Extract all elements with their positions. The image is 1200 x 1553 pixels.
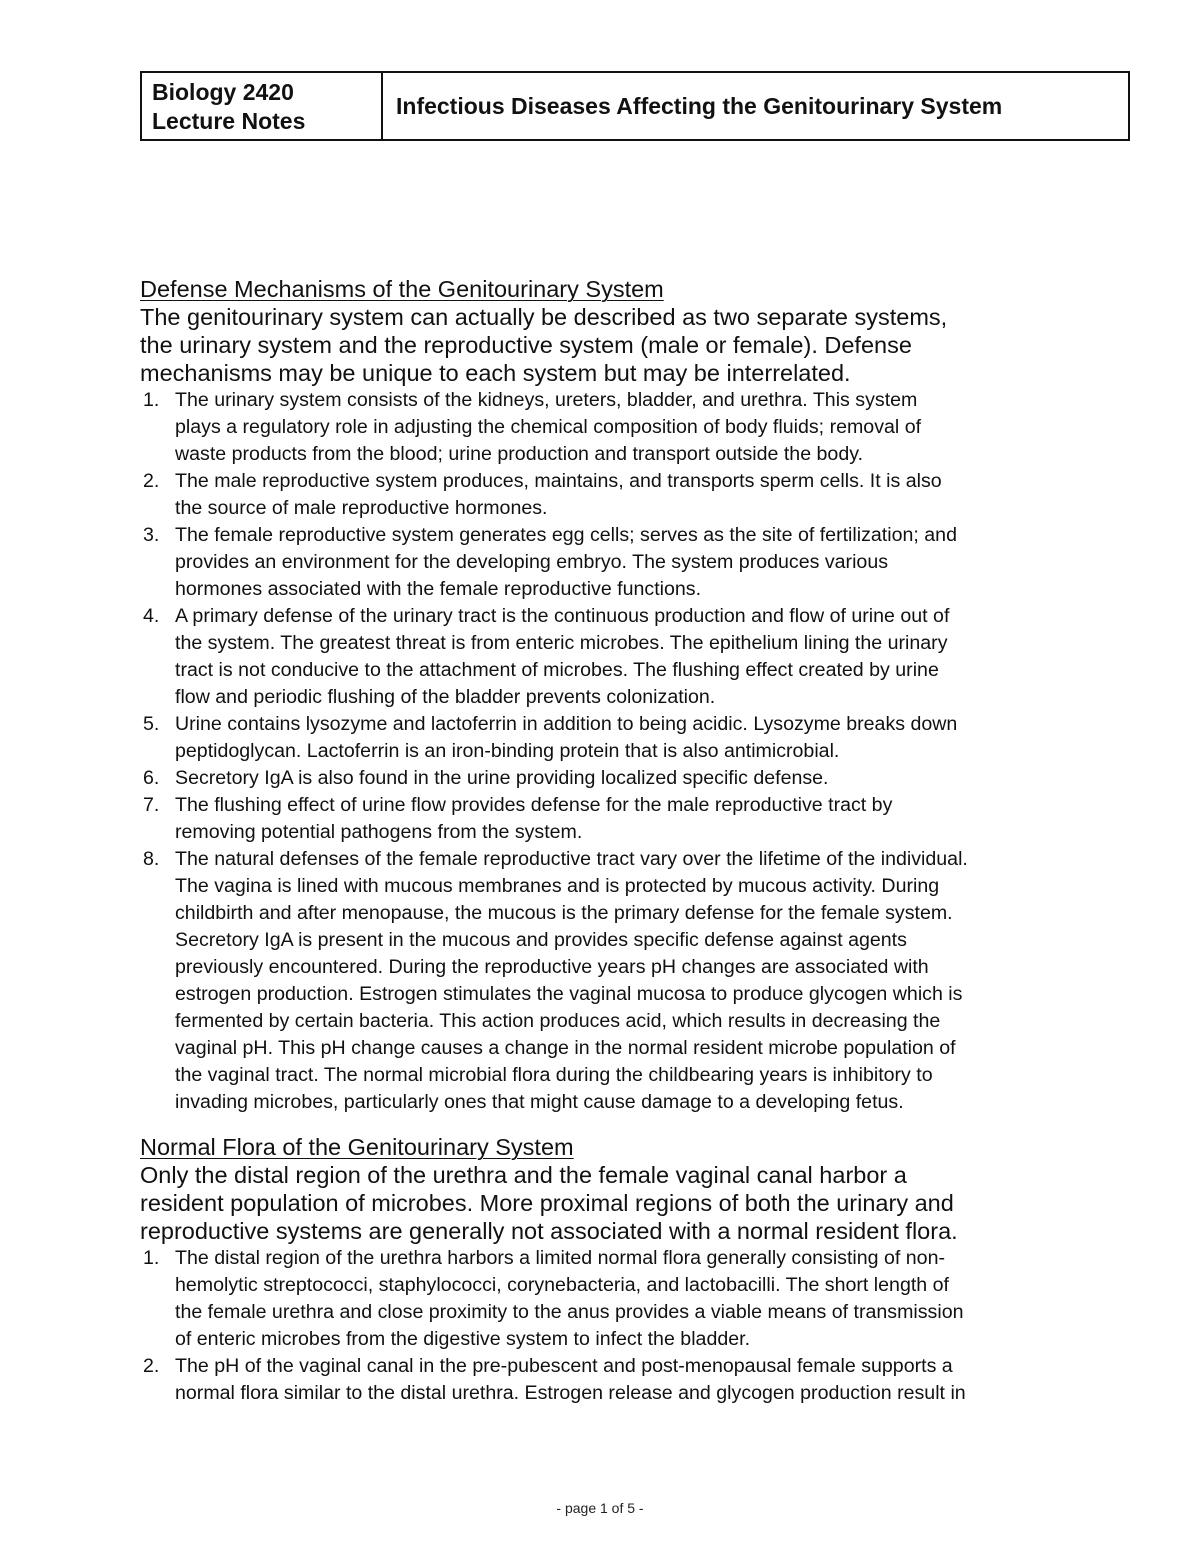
course-name: Biology 2420 [152, 79, 294, 105]
list-item [140, 387, 1132, 468]
list-line: The urinary system consists of the kidneys, ureters, bladder, and urethra. This system [175, 389, 918, 411]
list-item [140, 711, 1132, 765]
section-title-defense: Defense Mechanisms of the Genitourinary System [140, 276, 664, 302]
list-line: The vagina is lined with mucous membranes and is protected by mucous activity. During [175, 875, 940, 897]
defense-list [140, 387, 1132, 1116]
list-number: 6. [143, 767, 160, 789]
list-line: Secretory IgA is present in the mucous and provides specific defense against agents [175, 929, 907, 951]
list-number: 1. [143, 389, 160, 411]
list-line: invading microbes, particularly ones that might cause damage to a developing fetus. [175, 1091, 904, 1113]
list-number: 4. [143, 605, 160, 627]
list-number: 2. [143, 1355, 160, 1377]
list-line: A primary defense of the urinary tract is the continuous production and flow of urine out of [175, 605, 950, 627]
list-line: The male reproductive system produces, maintains, and transports sperm cells. It is also [175, 470, 942, 492]
list-line: previously encountered. During the reproductive years pH changes are associated with [175, 956, 929, 978]
list-line: flow and periodic flushing of the bladder prevents colonization. [175, 686, 716, 708]
course-subtitle: Lecture Notes [152, 108, 306, 134]
list-line: plays a regulatory role in adjusting the chemical composition of body fluids; removal of [175, 416, 922, 438]
list-item [140, 1353, 1132, 1407]
list-line: The pH of the vaginal canal in the pre-pubescent and post-menopausal female supports a [175, 1355, 953, 1377]
list-item [140, 522, 1132, 603]
list-line: the female urethra and close proximity to the anus provides a viable means of transmission [175, 1301, 964, 1323]
list-line: vaginal pH. This pH change causes a change in the normal resident microbe population of [175, 1037, 956, 1059]
header-box [140, 71, 1130, 141]
list-line: The natural defenses of the female reproductive tract vary over the lifetime of the individual. [175, 848, 968, 870]
list-number: 2. [143, 470, 160, 492]
list-line: the system. The greatest threat is from enteric microbes. The epithelium lining the urinary [175, 632, 948, 654]
list-line: tract is not conducive to the attachment of microbes. The flushing effect created by urine [175, 659, 939, 681]
section-intro-defense [140, 303, 1132, 387]
list-number: 1. [143, 1247, 160, 1269]
list-number: 7. [143, 794, 160, 816]
list-line: Secretory IgA is also found in the urine providing localized specific defense. [175, 767, 829, 789]
list-item [140, 468, 1132, 522]
list-line: The flushing effect of urine flow provides defense for the male reproductive tract by [175, 794, 893, 816]
document-page [140, 71, 1132, 1407]
list-line: peptidoglycan. Lactoferrin is an iron-binding protein that is also antimicrobial. [175, 740, 840, 762]
list-line: of enteric microbes from the digestive system to infect the bladder. [175, 1328, 751, 1350]
list-line: waste products from the blood; urine production and transport outside the body. [175, 443, 864, 465]
intro-line: The genitourinary system can actually be described as two separate systems, [140, 304, 948, 330]
course-label [142, 73, 383, 139]
list-number: 5. [143, 713, 160, 735]
page-number: - page 1 of 5 - [556, 1500, 644, 1516]
list-line: normal flora similar to the distal urethra. Estrogen release and glycogen production result in [175, 1382, 966, 1404]
list-item [140, 792, 1132, 846]
list-line: estrogen production. Estrogen stimulates the vaginal mucosa to produce glycogen which is [175, 983, 963, 1005]
list-line: childbirth and after menopause, the mucous is the primary defense for the female system. [175, 902, 953, 924]
list-item [140, 603, 1132, 711]
list-number: 8. [143, 848, 160, 870]
intro-line: Only the distal region of the urethra and the female vaginal canal harbor a [140, 1162, 907, 1188]
section-title-normal-flora: Normal Flora of the Genitourinary System [140, 1134, 574, 1160]
list-line: Urine contains lysozyme and lactoferrin in addition to being acidic. Lysozyme breaks down [175, 713, 958, 735]
intro-line: the urinary system and the reproductive system (male or female). Defense [140, 332, 912, 358]
list-item [140, 846, 1132, 1116]
normal-flora-list [140, 1245, 1132, 1407]
list-item [140, 765, 1132, 792]
list-line: provides an environment for the developing embryo. The system produces various [175, 551, 889, 573]
section-intro-normal-flora [140, 1161, 1132, 1245]
list-line: fermented by certain bacteria. This action produces acid, which results in decreasing the [175, 1010, 941, 1032]
list-line: hemolytic streptococci, staphylococci, corynebacteria, and lactobacilli. The short length of [175, 1274, 949, 1296]
list-item [140, 1245, 1132, 1353]
list-line: The female reproductive system generates egg cells; serves as the site of fertilization; and [175, 524, 957, 546]
list-line: The distal region of the urethra harbors a limited normal flora generally consisting of non- [175, 1247, 946, 1269]
intro-line: resident population of microbes. More proximal regions of both the urinary and [140, 1190, 954, 1216]
list-line: removing potential pathogens from the system. [175, 821, 583, 843]
list-number: 3. [143, 524, 160, 546]
document-title: Infectious Diseases Affecting the Genitourinary System [396, 92, 1003, 119]
list-line: the source of male reproductive hormones. [175, 497, 548, 519]
list-line: the vaginal tract. The normal microbial flora during the childbearing years is inhibitory to [175, 1064, 933, 1086]
list-line: hormones associated with the female reproductive functions. [175, 578, 702, 600]
intro-line: reproductive systems are generally not associated with a normal resident flora. [140, 1218, 958, 1244]
intro-line: mechanisms may be unique to each system but may be interrelated. [140, 360, 851, 386]
